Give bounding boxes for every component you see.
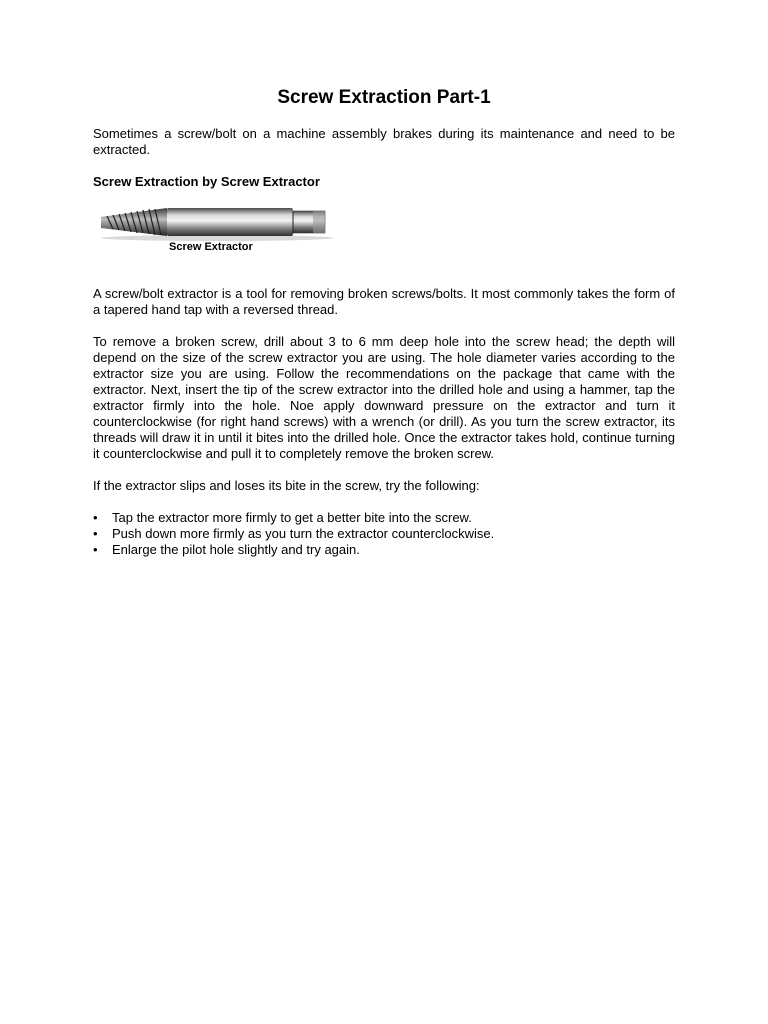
figure-caption: Screw Extractor [169, 241, 253, 253]
list-item-text: Enlarge the pilot hole slightly and try again. [112, 542, 360, 557]
list-item [93, 510, 675, 526]
page-title: Screw Extraction Part-1 [277, 87, 491, 108]
list-item-text: Push down more firmly as you turn the extractor counterclockwise. [112, 526, 495, 541]
body-paragraph: A screw/bolt extractor is a tool for removing broken screws/bolts. It most commonly takes the form of a tapered hand tap with a reversed thread. [93, 286, 675, 317]
list-item [93, 526, 675, 542]
screw-extractor-image [97, 202, 337, 242]
body-paragraph: To remove a broken screw, drill about 3 to 6 mm deep hole into the screw head; the depth will depend on the size of the screw extractor you are using. The hole diameter varies according to the extractor size you are using. Follow the recommendations on the package that came with the extractor. Next, insert the tip of the screw extractor into the drilled hole and using a hammer, tap the extractor firmly into the hole. Noe apply downward pressure on the extractor and turn it counterclockwise (for right hand screws) with a wrench (or drill). As you turn the screw extractor, its threads will draw it in until it bites into the drilled hole. Once the extractor takes hold, continue turning it counterclockwise and pull it to completely remove the broken screw. [93, 334, 675, 461]
intro-paragraph: Sometimes a screw/bolt on a machine assembly brakes during its maintenance and need to be extracted. [93, 126, 675, 157]
screw-extractor-figure [97, 202, 337, 270]
document-page [93, 86, 675, 558]
bullet-icon: • [93, 526, 98, 541]
bullet-icon: • [93, 510, 98, 525]
body-paragraph: If the extractor slips and loses its bite in the screw, try the following: [93, 478, 480, 493]
list-item-text: Tap the extractor more firmly to get a better bite into the screw. [112, 510, 472, 525]
bullet-icon: • [93, 542, 98, 557]
section-heading: Screw Extraction by Screw Extractor [93, 174, 320, 189]
list-item [93, 542, 675, 558]
tips-list [93, 510, 675, 558]
